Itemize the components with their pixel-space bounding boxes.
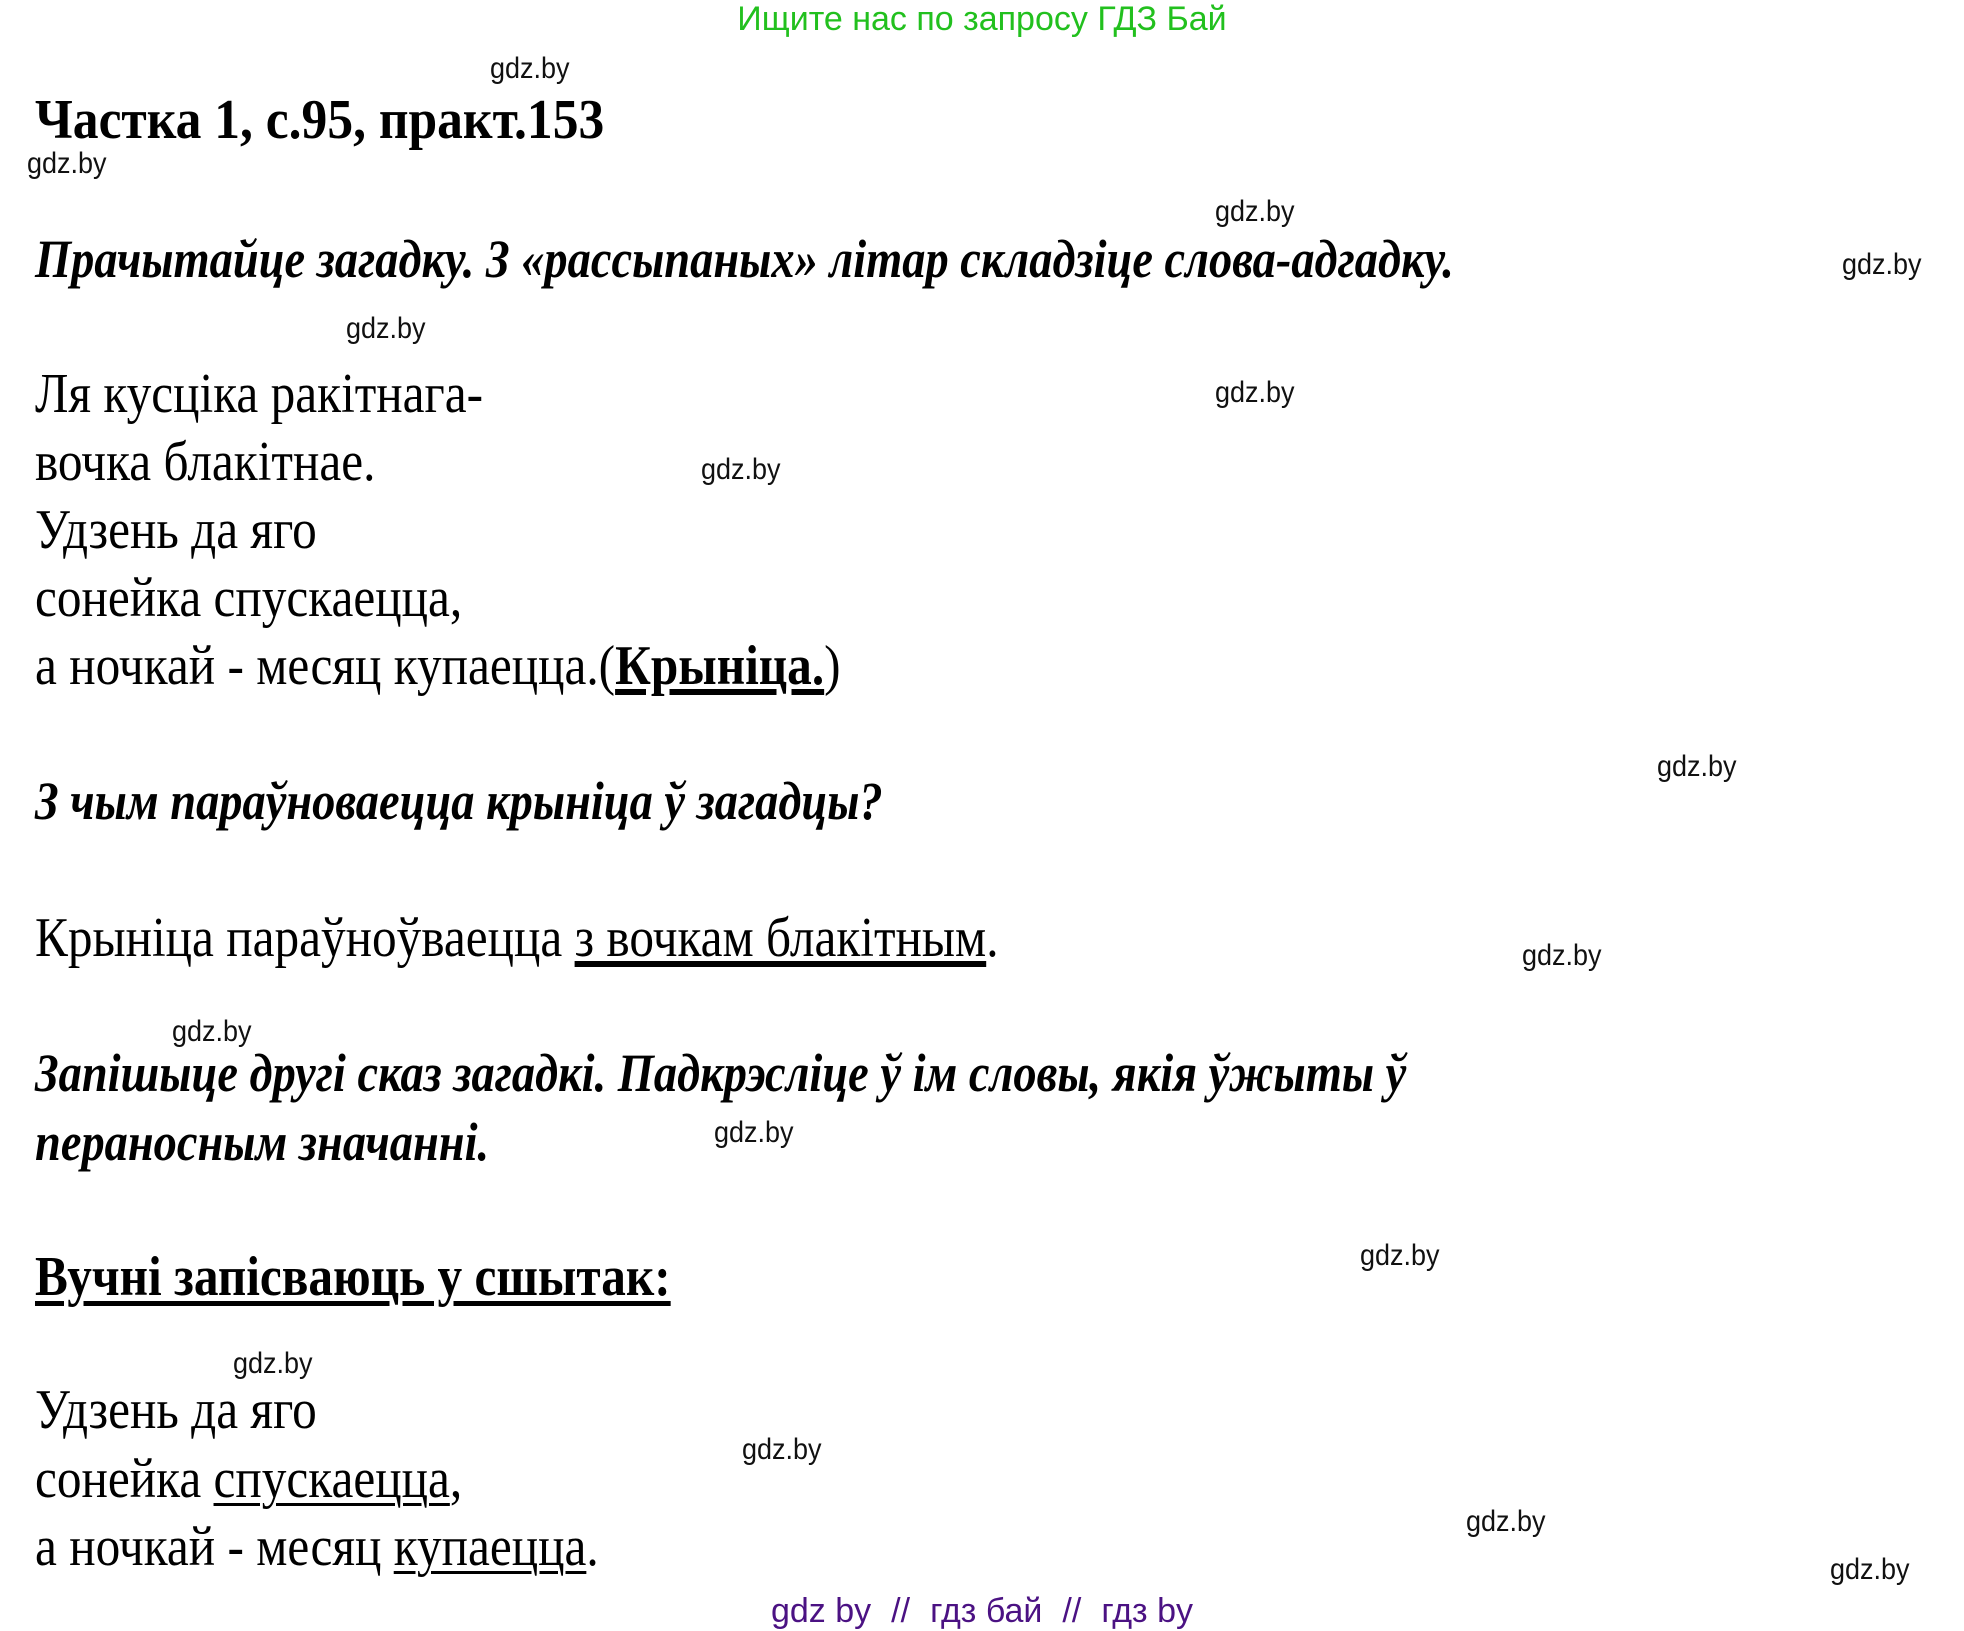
- underlined-word: спускаецца: [213, 1448, 450, 1510]
- watermark: gdz.by: [27, 147, 107, 180]
- watermark: gdz.by: [233, 1347, 313, 1380]
- footer-separator: //: [891, 1592, 911, 1630]
- footer-item[interactable]: гдз бай: [930, 1592, 1043, 1630]
- riddle-last-line: [35, 634, 841, 698]
- notebook-line: [35, 1447, 462, 1511]
- watermark: gdz.by: [1657, 750, 1737, 783]
- underlined-word: купаецца: [393, 1516, 587, 1578]
- riddle-line: Ля кусціка ракітнага-: [35, 363, 484, 425]
- notebook-heading: Вучні запісваюць у сшытак:: [35, 1246, 671, 1308]
- footer-item[interactable]: gdz by: [770, 1592, 872, 1630]
- task-instruction-3-line2: пераносным значанні.: [35, 1112, 490, 1172]
- answer-2-suffix: .: [986, 907, 999, 969]
- answer-paren-open: (: [598, 635, 616, 697]
- answer-2: [35, 906, 999, 970]
- notebook-text: ,: [449, 1448, 463, 1510]
- watermark: gdz.by: [701, 453, 781, 486]
- watermark: gdz.by: [1215, 195, 1295, 228]
- task-instruction-1: Прачытайце загадку. З «рассыпаных» літар складзіце слова-адгадку.: [35, 229, 1454, 289]
- watermark: gdz.by: [1215, 376, 1295, 409]
- watermark: gdz.by: [490, 52, 570, 85]
- notebook-text: а ночкай - месяц: [35, 1516, 394, 1578]
- riddle-line: вочка блакітнае.: [35, 431, 376, 493]
- riddle-line-text: а ночкай - месяц купаецца.: [35, 635, 599, 697]
- watermark: gdz.by: [1466, 1505, 1546, 1538]
- watermark: gdz.by: [742, 1433, 822, 1466]
- watermark: gdz.by: [172, 1015, 252, 1048]
- answer-paren-close: ): [824, 635, 841, 697]
- watermark: gdz.by: [346, 312, 426, 345]
- notebook-line: Удзень да яго: [35, 1379, 317, 1441]
- notebook-line: [35, 1515, 599, 1579]
- watermark: gdz.by: [1360, 1239, 1440, 1272]
- footer-item[interactable]: гдз by: [1101, 1592, 1193, 1630]
- footer-separator: //: [1062, 1592, 1082, 1630]
- page-title: Частка 1, с.95, практ.153: [35, 89, 605, 151]
- riddle-answer: Крыніца.: [615, 635, 825, 697]
- riddle-line: сонейка спускаецца,: [35, 567, 463, 629]
- search-banner: Ищите нас по запросу ГДЗ Бай: [737, 0, 1227, 38]
- task-instruction-3-line1: Запішыце другі сказ загадкі. Падкрэсліце ў ім словы, якія ўжыты ў: [35, 1043, 1407, 1103]
- task-instruction-2: З чым параўноваецца крыніца ў загадцы?: [35, 771, 883, 831]
- answer-2-prefix: Крыніца параўноўваецца: [35, 907, 575, 969]
- notebook-text: сонейка: [35, 1448, 214, 1510]
- watermark: gdz.by: [714, 1116, 794, 1149]
- footer-links: [0, 1592, 1964, 1631]
- notebook-text: .: [586, 1516, 599, 1578]
- watermark: gdz.by: [1842, 248, 1922, 281]
- riddle-line: Удзень да яго: [35, 499, 317, 561]
- watermark: gdz.by: [1830, 1553, 1910, 1586]
- answer-2-underlined: з вочкам блакітным: [574, 907, 987, 969]
- watermark: gdz.by: [1522, 939, 1602, 972]
